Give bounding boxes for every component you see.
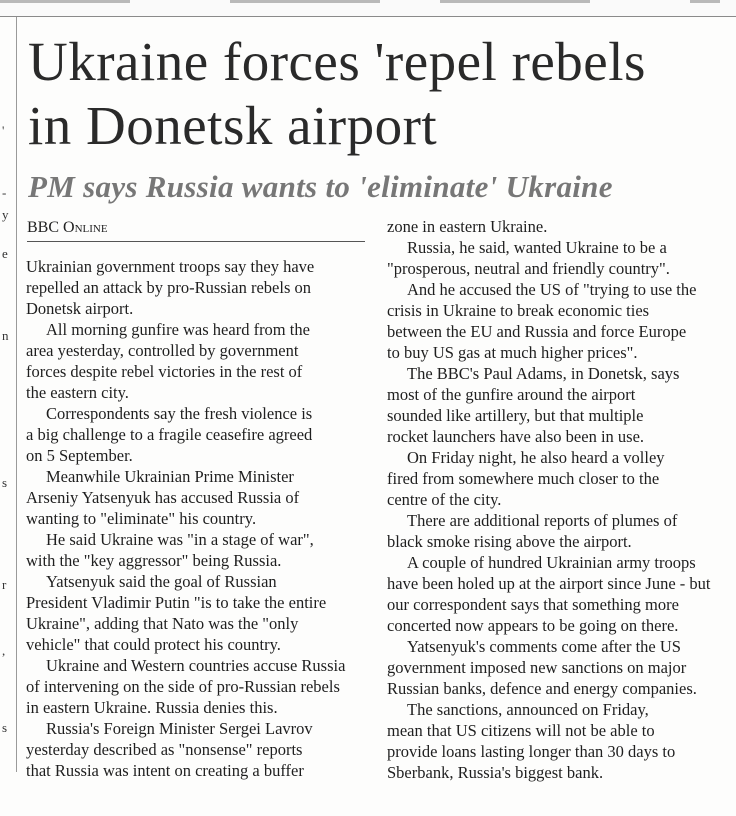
margin-glyph: e [2,246,8,261]
clipped-line-ink [440,0,590,3]
body-text-line: zone in eastern Ukraine. [387,217,548,236]
body-text-line: wanting to "eliminate" his country. [26,509,257,528]
headline-line: in Donetsk airport [28,95,438,156]
body-column-left [26,256,366,816]
body-text-line: Russia, he said, wanted Ukraine to be a [407,238,667,257]
body-text-line: government imposed new sanctions on major [387,658,687,677]
body-text-line: Yatsenyuk's comments come after the US [407,637,681,656]
body-text-line: black smoke rising above the airport. [387,532,632,551]
body-text-line: area yesterday, controlled by government [26,341,299,360]
margin-glyph: , [2,643,6,658]
clipped-line-ink [0,0,130,3]
body-text-line: A couple of hundred Ukrainian army troops [407,553,696,572]
body-text-line: vehicle" that could protect his country. [26,635,281,654]
adjacent-column-edge [0,17,17,772]
body-text-line: rocket launchers have also been in use. [387,427,645,446]
margin-glyph: - [2,185,7,200]
body-text-line: mean that US citizens will not be able to [387,721,655,740]
margin-glyph: ' [2,123,5,138]
body-text-line: Ukrainian government troops say they have [26,257,315,276]
body-text-line: The BBC's Paul Adams, in Donetsk, says [407,364,680,383]
body-text-line: crisis in Ukraine to break economic ties [387,301,650,320]
clipped-line-ink [690,0,720,3]
body-text-line: Ukraine", adding that Nato was the "only [26,614,299,633]
body-text-line: on 5 September. [26,446,133,465]
body-text-line: Correspondents say the fresh violence is [46,404,313,423]
body-text-line: between the EU and Russia and force Europe [387,322,687,341]
body-text-line: forces despite rebel victories in the rest of [26,362,303,381]
body-text-line: most of the gunfire around the airport [387,385,636,404]
body-text-line: Ukraine and Western countries accuse Russia [46,656,346,675]
body-text-line: have been holed up at the airport since June - but [387,574,711,593]
body-text-line: All morning gunfire was heard from the [46,320,310,339]
headline [28,30,728,158]
body-text-line: He said Ukraine was "in a stage of war", [46,530,314,549]
margin-glyph: s [2,475,8,490]
headline-line: Ukraine forces 'repel rebels [28,31,646,92]
margin-glyph: s [2,720,8,735]
body-text-line: The sanctions, announced on Friday, [407,700,649,719]
body-text-line: On Friday night, he also heard a volley [407,448,665,467]
body-text-line: Meanwhile Ukrainian Prime Minister [46,467,294,486]
body-text-line: with the "key aggressor" being Russia. [26,551,282,570]
body-text-line: President Vladimir Putin "is to take the entire [26,593,327,612]
body-text-line: Sberbank, Russia's biggest bank. [387,763,604,782]
clipped-line-ink [230,0,380,3]
body-text-line: Yatsenyuk said the goal of Russian [46,572,277,591]
body-text-line: There are additional reports of plumes of [407,511,678,530]
body-text-line: fired from somewhere much closer to the [387,469,660,488]
body-text-line: And he accused the US of "trying to use the [407,280,697,299]
body-text-line: in eastern Ukraine. Russia denies this. [26,698,278,717]
body-text-line: centre of the city. [387,490,502,509]
body-text-line: that Russia was intent on creating a buffer [26,761,304,780]
body-text-line: to buy US gas at much higher prices". [387,343,638,362]
margin-glyph: r [2,577,7,592]
body-text-line: Russia's Foreign Minister Sergei Lavrov [46,719,313,738]
byline: BBC Online [27,216,365,242]
margin-glyph: n [2,328,9,343]
body-text-line: provide loans lasting longer than 30 days to [387,742,676,761]
body-text-line: sounded like artillery, but that multiple [387,406,644,425]
body-text-line: "prosperous, neutral and friendly country". [387,259,670,278]
margin-glyph: y [2,207,9,222]
body-text-line: of intervening on the side of pro-Russian rebels [26,677,340,696]
subheadline: PM says Russia wants to 'eliminate' Ukraine [28,169,613,204]
body-text-line: repelled an attack by pro-Russian rebels on [26,278,311,297]
body-text-line: a big challenge to a fragile ceasefire agreed [26,425,313,444]
body-text-line: yesterday described as "nonsense" reports [26,740,303,759]
top-rule [0,0,736,17]
body-text-line: our correspondent says that something more [387,595,679,614]
body-text-line: concerted now appears to be going on there. [387,616,679,635]
body-text-line: Donetsk airport. [26,299,134,318]
body-text-line: Arseniy Yatsenyuk has accused Russia of [26,488,300,507]
body-column-right [387,216,727,782]
body-text-line: Russian banks, defence and energy companies. [387,679,697,698]
body-text-line: the eastern city. [26,383,129,402]
